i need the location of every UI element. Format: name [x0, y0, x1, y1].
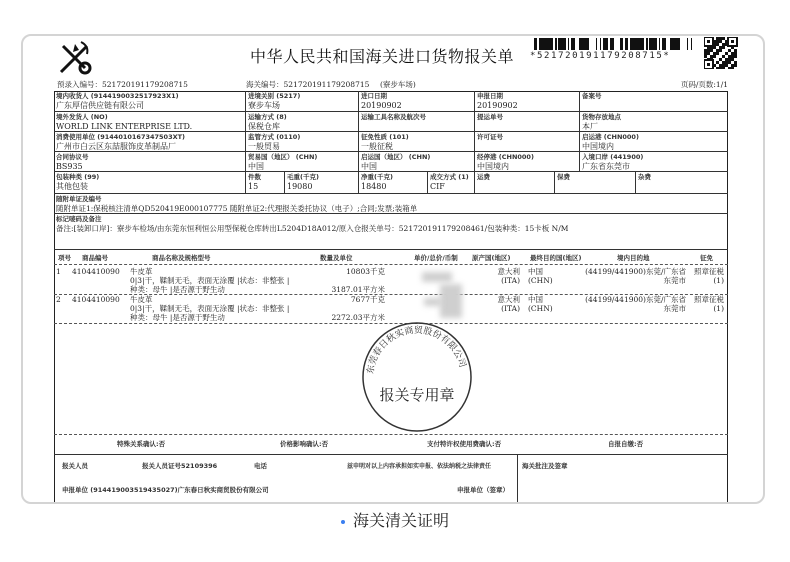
- redacted-price: [422, 272, 452, 282]
- item-spec: 种类：母牛 |是否源于野生动: [130, 285, 225, 294]
- attached-docs-label: 随附单证及编号: [56, 195, 102, 203]
- item-levy-code: (1): [713, 304, 724, 313]
- declaration-statement: 兹申明对以上内容承担如实申报、依法纳税之法律责任: [347, 463, 492, 470]
- field-label: 运费: [477, 173, 490, 181]
- field-value: 20190902: [361, 101, 402, 110]
- item-domestic-dest: (44199/441900)东莞/广东省: [585, 295, 686, 304]
- field-label: 消费使用单位 (914401016734​7503XT): [56, 133, 186, 141]
- item-name: 牛皮革: [130, 267, 153, 276]
- caption-text: 海关清关证明: [352, 511, 449, 530]
- attached-docs-value: 随附单证1:保税核注清单QD520419E000107775 随附单证2:代理报关委托协议（电子）;合同;发票;装箱单: [56, 204, 418, 213]
- field-value: 广东省东莞市: [582, 162, 630, 171]
- field-value: 广州市白云区东喆服饰皮革制品厂: [56, 142, 176, 151]
- field-label: 保费: [557, 173, 570, 181]
- field-value: 中国: [361, 162, 377, 171]
- goods-header: 原产国(地区): [472, 254, 511, 262]
- field-cell: [580, 152, 728, 172]
- field-value: 中国境内: [477, 162, 509, 171]
- field-value: 19080: [287, 182, 313, 191]
- field-label: 进口日期: [361, 92, 387, 100]
- field-label: 启运国（地区） (CHN): [361, 153, 431, 161]
- goods-header: 境内目的地: [617, 254, 650, 262]
- field-cell: [636, 172, 728, 194]
- pre-entry-number: 预录入编号：521720191179208715: [57, 80, 188, 89]
- item-dest-code: (CHN): [528, 304, 553, 313]
- item-spec: 0|3|干，鞣制无毛，表面无涂覆 |状态：非整张 |: [130, 276, 290, 285]
- item-no: 1: [56, 267, 61, 276]
- goods-header: 单价/总价/币制: [414, 254, 458, 262]
- item-levy: 照章征税: [694, 267, 724, 276]
- field-cell: [359, 152, 475, 172]
- field-label: 合同协议号: [56, 153, 89, 161]
- phone-label: 电话: [254, 462, 267, 470]
- goods-header: 数量及单位: [320, 254, 353, 262]
- field-label: 运输方式 (8): [248, 113, 287, 121]
- item-origin: 意大利: [497, 267, 520, 276]
- attached-docs-cell: [54, 194, 728, 214]
- field-value: 中国: [248, 162, 264, 171]
- field-cell: [475, 152, 580, 172]
- field-label: 货物存放地点: [582, 113, 621, 121]
- document-card: [21, 34, 765, 504]
- field-label: 申报日期: [477, 92, 503, 100]
- field-value: BS935: [56, 162, 83, 171]
- field-cell: [359, 112, 475, 132]
- field-value: 保税仓库: [248, 122, 280, 131]
- item-spec: 0|3|干，鞣制无毛，表面无涂覆 |状态：非整张 |: [130, 304, 290, 313]
- field-label: 经停港 (CHN000): [477, 153, 534, 161]
- field-cell: [285, 172, 359, 194]
- field-cell: [54, 91, 246, 112]
- royalty-confirm: 支付特许权使用费确认:否: [427, 440, 502, 448]
- field-label: 成交方式 (1): [430, 173, 469, 181]
- item-spec: 种类：母牛 |是否源于野生动: [130, 313, 225, 322]
- company-stamp: [352, 320, 482, 434]
- field-cell: [580, 91, 728, 112]
- field-label: 件数: [248, 173, 261, 181]
- field-cell: [359, 172, 428, 194]
- declarant-id: 报关人员证号52109396: [142, 462, 218, 470]
- redacted-price: [424, 298, 442, 306]
- field-cell: [54, 112, 246, 132]
- field-label: 包装种类 (99): [56, 173, 100, 181]
- marks-remarks-cell: [54, 214, 728, 250]
- field-value: 20190902: [477, 101, 518, 110]
- special-relation-confirm: 特殊关系确认:否: [117, 440, 166, 448]
- field-value: CIF: [430, 182, 445, 191]
- field-cell: [475, 112, 580, 132]
- item-code: 4104410090: [72, 295, 120, 304]
- field-value: 18480: [361, 182, 387, 191]
- item-code: 4104410090: [72, 267, 120, 276]
- field-label: 备案号: [582, 92, 602, 100]
- field-cell: [54, 152, 246, 172]
- field-label: 进境关别 (5217): [248, 92, 301, 100]
- field-cell: [54, 132, 246, 152]
- bullet-icon: [341, 520, 345, 524]
- barcode-text: *521720191179208715*: [530, 51, 671, 61]
- field-label: 贸易国（地区） (CHN): [248, 153, 318, 161]
- port-note: (寮步车场): [380, 80, 416, 89]
- declaring-unit-seal-label: 申报单位（签章）: [457, 486, 509, 494]
- item-domestic-city: 东莞市: [663, 276, 686, 285]
- field-cell: [580, 112, 728, 132]
- field-label: 征免性质 (101): [361, 133, 409, 141]
- field-cell: [555, 172, 636, 194]
- item-dest-code: (CHN): [528, 276, 553, 285]
- stamp-center-text: 报关专用章: [379, 386, 455, 404]
- customs-declaration-scan: [21, 34, 765, 504]
- field-cell: [475, 132, 580, 152]
- goods-header: 商品编号: [82, 254, 108, 262]
- declarant-label: 报关人员: [62, 462, 88, 470]
- field-value: 一般贸易: [248, 142, 280, 151]
- field-cell: [359, 91, 475, 112]
- field-label: 许可证号: [477, 133, 503, 141]
- item-no: 2: [56, 295, 61, 304]
- field-cell: [428, 172, 475, 194]
- page-count: 页码/页数:1/1: [680, 80, 728, 89]
- field-value: 15: [248, 182, 259, 191]
- item-qty-area: 3187.01平方米: [331, 285, 385, 294]
- item-dest: 中国: [528, 267, 543, 276]
- field-cell: [580, 132, 728, 152]
- price-impact-confirm: 价格影响确认:否: [280, 440, 329, 448]
- item-levy: 照章征税: [694, 295, 724, 304]
- goods-header: 征免: [700, 254, 713, 262]
- field-cell: [475, 91, 580, 112]
- field-cell: [359, 132, 475, 152]
- field-cell: [475, 172, 555, 194]
- field-label: 净重(千克): [361, 173, 393, 181]
- item-domestic-dest: (44199/441900)东莞/广东省: [585, 267, 686, 276]
- redacted-price: [440, 284, 462, 318]
- item-domestic-city: 东莞市: [663, 304, 686, 313]
- item-qty-area: 2272.03平方米: [331, 313, 385, 322]
- svg-text:东莞春日秋实商贸股份有限公司: 东莞春日秋实商贸股份有限公司: [365, 325, 467, 375]
- field-value: 广东厚信供应链有限公司: [56, 101, 144, 110]
- goods-header: 最终目的国(地区): [530, 254, 582, 262]
- caption: [0, 508, 790, 531]
- item-qty-weight: 10803千克: [346, 267, 385, 276]
- qr-code: [704, 37, 738, 69]
- field-cell: [54, 172, 246, 194]
- field-label: 杂费: [638, 173, 651, 181]
- item-origin: 意大利: [497, 295, 520, 304]
- goods-header: 项号: [58, 254, 71, 262]
- marks-value: 备注:[装卸口岸]：寮步车检场/由东莞东恒利恒公用型保税仓库转出L5204D18A012/原入仓报关单号：521720191179208461/包装种类：15卡板 N/M: [56, 224, 569, 233]
- field-cell: [246, 91, 359, 112]
- item-name: 牛皮革: [130, 295, 153, 304]
- field-value: 中国境内: [582, 142, 614, 151]
- field-label: 运输工具名称及航次号: [361, 113, 426, 121]
- item-levy-code: (1): [713, 276, 724, 285]
- item-origin-code: (ITA): [501, 304, 520, 313]
- field-value: 一般征税: [361, 142, 393, 151]
- field-label: 境内收货人 (91441900325179​23X1): [56, 92, 179, 100]
- field-label: 监管方式 (0110): [248, 133, 301, 141]
- goods-header: 商品名称及规格型号: [152, 254, 211, 262]
- field-value: 寮步车场: [248, 101, 280, 110]
- field-label: 毛重(千克): [287, 173, 319, 181]
- field-cell: [246, 172, 285, 194]
- item-qty-weight: 7677千克: [350, 295, 385, 304]
- customs-emblem-icon: [57, 40, 93, 76]
- field-label: 入境口岸 (441900): [582, 153, 644, 161]
- self-declare-confirm: 自报自缴:否: [608, 440, 644, 448]
- document-title: 中华人民共和国海关进口货物报关单: [250, 47, 515, 66]
- customs-remark-label: 海关批注及签章: [522, 462, 568, 470]
- field-cell: [246, 132, 359, 152]
- field-value: WORLD LINK ENTERPRISE LTD.: [56, 122, 193, 131]
- item-origin-code: (ITA): [501, 276, 520, 285]
- barcode: [532, 38, 697, 50]
- declaring-unit: 申报单位 (914419003519435027)广东春日秋实商贸股份有限公司: [62, 486, 269, 494]
- field-value: 本厂: [582, 122, 598, 131]
- field-value: 其他包装: [56, 182, 88, 191]
- field-label: 提运单号: [477, 113, 503, 121]
- field-label: 境外发货人 (NO): [56, 113, 108, 121]
- marks-label: 标记唛码及备注: [56, 215, 102, 223]
- field-cell: [246, 152, 359, 172]
- customs-number: 海关编号：521720191179208715: [246, 80, 370, 89]
- item-dest: 中国: [528, 295, 543, 304]
- field-label: 启运港 (CHN000): [582, 133, 639, 141]
- field-cell: [246, 112, 359, 132]
